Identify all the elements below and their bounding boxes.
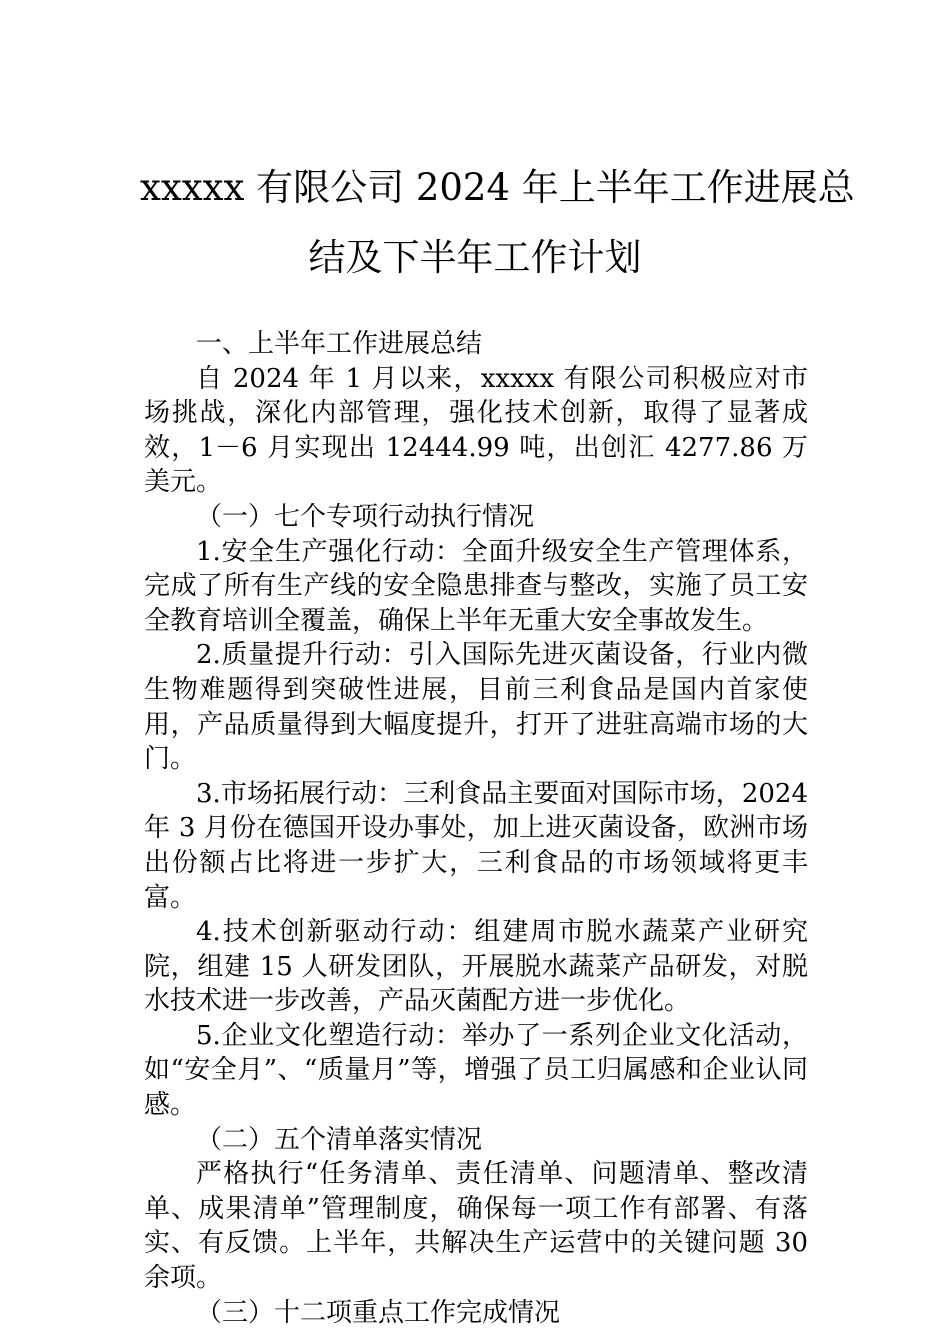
document-title-line-1: xxxxx 有限公司 2024 年上半年工作进展总 xyxy=(140,166,855,209)
paragraph-summary: 自 2024 年 1 月以来，xxxxx 有限公司积极应对市场挑战，深化内部管理，强化技术创新，取得了显著成效，1－6 月实现出 12444.99 吨，出创汇 4277.86 万美元。 xyxy=(144,363,808,498)
paragraph-item-1: 1.安全生产强化行动：全面升级安全生产管理体系，完成了所有生产线的安全隐患排查与整改，实施了员工安全教育培训全覆盖，确保上半年无重大安全事故发生。 xyxy=(144,536,808,636)
document-title-line-2: 结及下半年工作计划 xyxy=(308,236,642,279)
paragraph-item-3: 3.市场拓展行动：三利食品主要面对国际市场，2024 年 3 月份在德国开设办事处，加上进灭菌设备，欧洲市场出份额占比将进一步扩大，三利食品的市场领域将更丰富。 xyxy=(144,778,808,913)
paragraph-item-2: 2.质量提升行动：引入国际先进灭菌设备，行业内微生物难题得到突破性进展，目前三利食品是国内首家使用，产品质量得到大幅度提升，打开了进驻高端市场的大门。 xyxy=(144,640,808,775)
paragraph-item-4: 4.技术创新驱动行动：组建周市脱水蔬菜产业研究院，组建 15 人研发团队，开展脱水蔬菜产品研发，对脱水技术进一步改善，产品灭菌配方进一步优化。 xyxy=(144,917,808,1017)
paragraph-item-5: 5.企业文化塑造行动：举办了一系列企业文化活动，如“安全月”、“质量月”等，增强了员工归属感和企业认同感。 xyxy=(144,1020,808,1121)
section-heading-1: 一、上半年工作进展总结 xyxy=(196,329,483,359)
subsection-heading-1: （一）七个专项行动执行情况 xyxy=(196,501,535,532)
document-body xyxy=(144,327,808,1330)
subsection-heading-2: （二）五个清单落实情况 xyxy=(196,1124,483,1155)
subsection-heading-3: （三）十二项重点工作完成情况 xyxy=(196,1297,561,1328)
paragraph-checklists: 严格执行“任务清单、责任清单、问题清单、整改清单、成果清单”管理制度，确保每一项工作有部署、有落实、有反馈。上半年，共解决生产运营中的关键问题 30 余项。 xyxy=(144,1159,808,1294)
